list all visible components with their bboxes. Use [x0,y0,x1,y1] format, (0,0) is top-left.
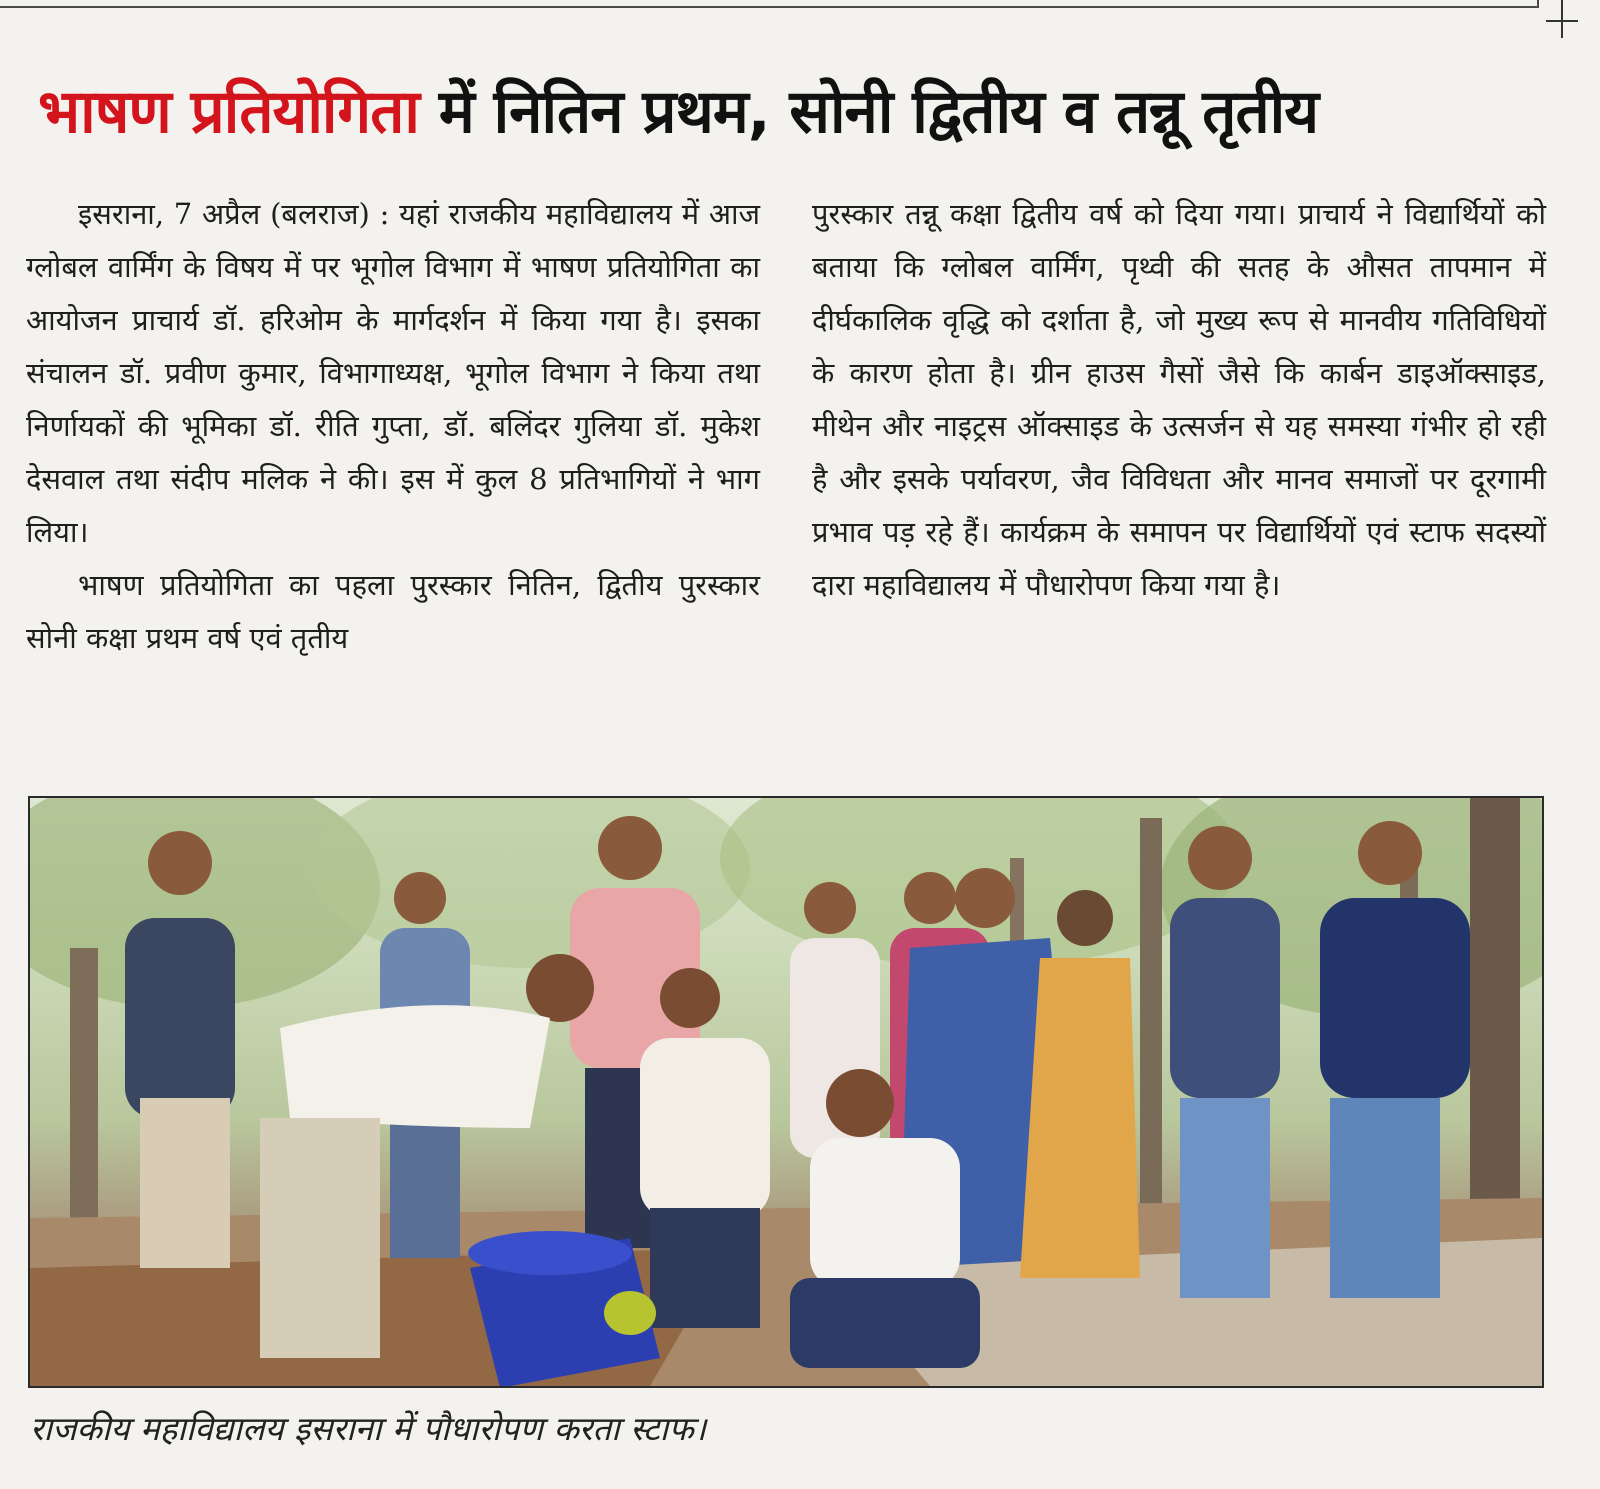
headline [38,62,1548,162]
crop-mark-horizontal [1546,20,1578,22]
top-border-rule [0,0,1537,8]
headline-rest: में नितिन प्रथम, सोनी द्वितीय व तन्नू तृतीय [418,77,1318,147]
headline-highlight: भाषण प्रतियोगिता [38,77,419,147]
crop-mark-vertical [1561,0,1563,38]
photo-illustration [30,798,1542,1386]
photo-caption: राजकीय महाविद्यालय इसराना में पौधारोपण करता स्टाफ। [30,1409,707,1448]
top-border-corner [1537,0,1539,8]
news-photo [28,796,1544,1388]
article-paragraph-1: इसराना, 7 अप्रैल (बलराज) : यहां राजकीय महाविद्यालय में आज ग्लोबल वार्मिंग के विषय में पर भूगोल विभाग में भाषण प्रतियोगिता का आयोजन प्राचार्य डॉ. हरिओम के मार्गदर्शन में किया गया है। इसका संचालन डॉ. प्रवीण कुमार, विभागाध्यक्ष, भूगोल विभाग ने किया तथा निर्णायकों की भूमिका डॉ. रीति गुप्ता, डॉ. बलिंदर गुलिया डॉ. मुकेश देसवाल तथा संदीप मलिक ने की। इस में कुल 8 प्रतिभागियों ने भाग लिया। [26,197,760,549]
article-paragraph-continued: पुरस्कार तन्नू कक्षा द्वितीय वर्ष को दिया गया। प्राचार्य ने विद्यार्थियों को बताया कि ग्लोबल वार्मिंग, पृथ्वी की सतह के औसत तापमान में दीर्घकालिक वृद्धि को दर्शाता है, जो मुख्य रूप से मानवीय गतिविधियों के कारण होता है। ग्रीन हाउस गैसों जैसे कि कार्बन डाइऑक्साइड, मीथेन और नाइट्रस ऑक्साइड के उत्सर्जन से यह समस्या गंभीर हो रही है और इसके पर्यावरण, जैव विविधता और मानव समाजों पर दूरगामी प्रभाव पड़ रहे हैं। कार्यक्रम के समापन पर विद्यार्थियों एवं स्टाफ सदस्यों दारा महाविद्यालय में पौधारोपण किया गया है। [812,197,1546,602]
article-column-left [26,188,760,768]
article-column-right [812,188,1546,768]
article-paragraph-2: भाषण प्रतियोगिता का पहला पुरस्कार नितिन, द्वितीय पुरस्कार सोनी कक्षा प्रथम वर्ष एवं तृतीय [26,568,760,655]
